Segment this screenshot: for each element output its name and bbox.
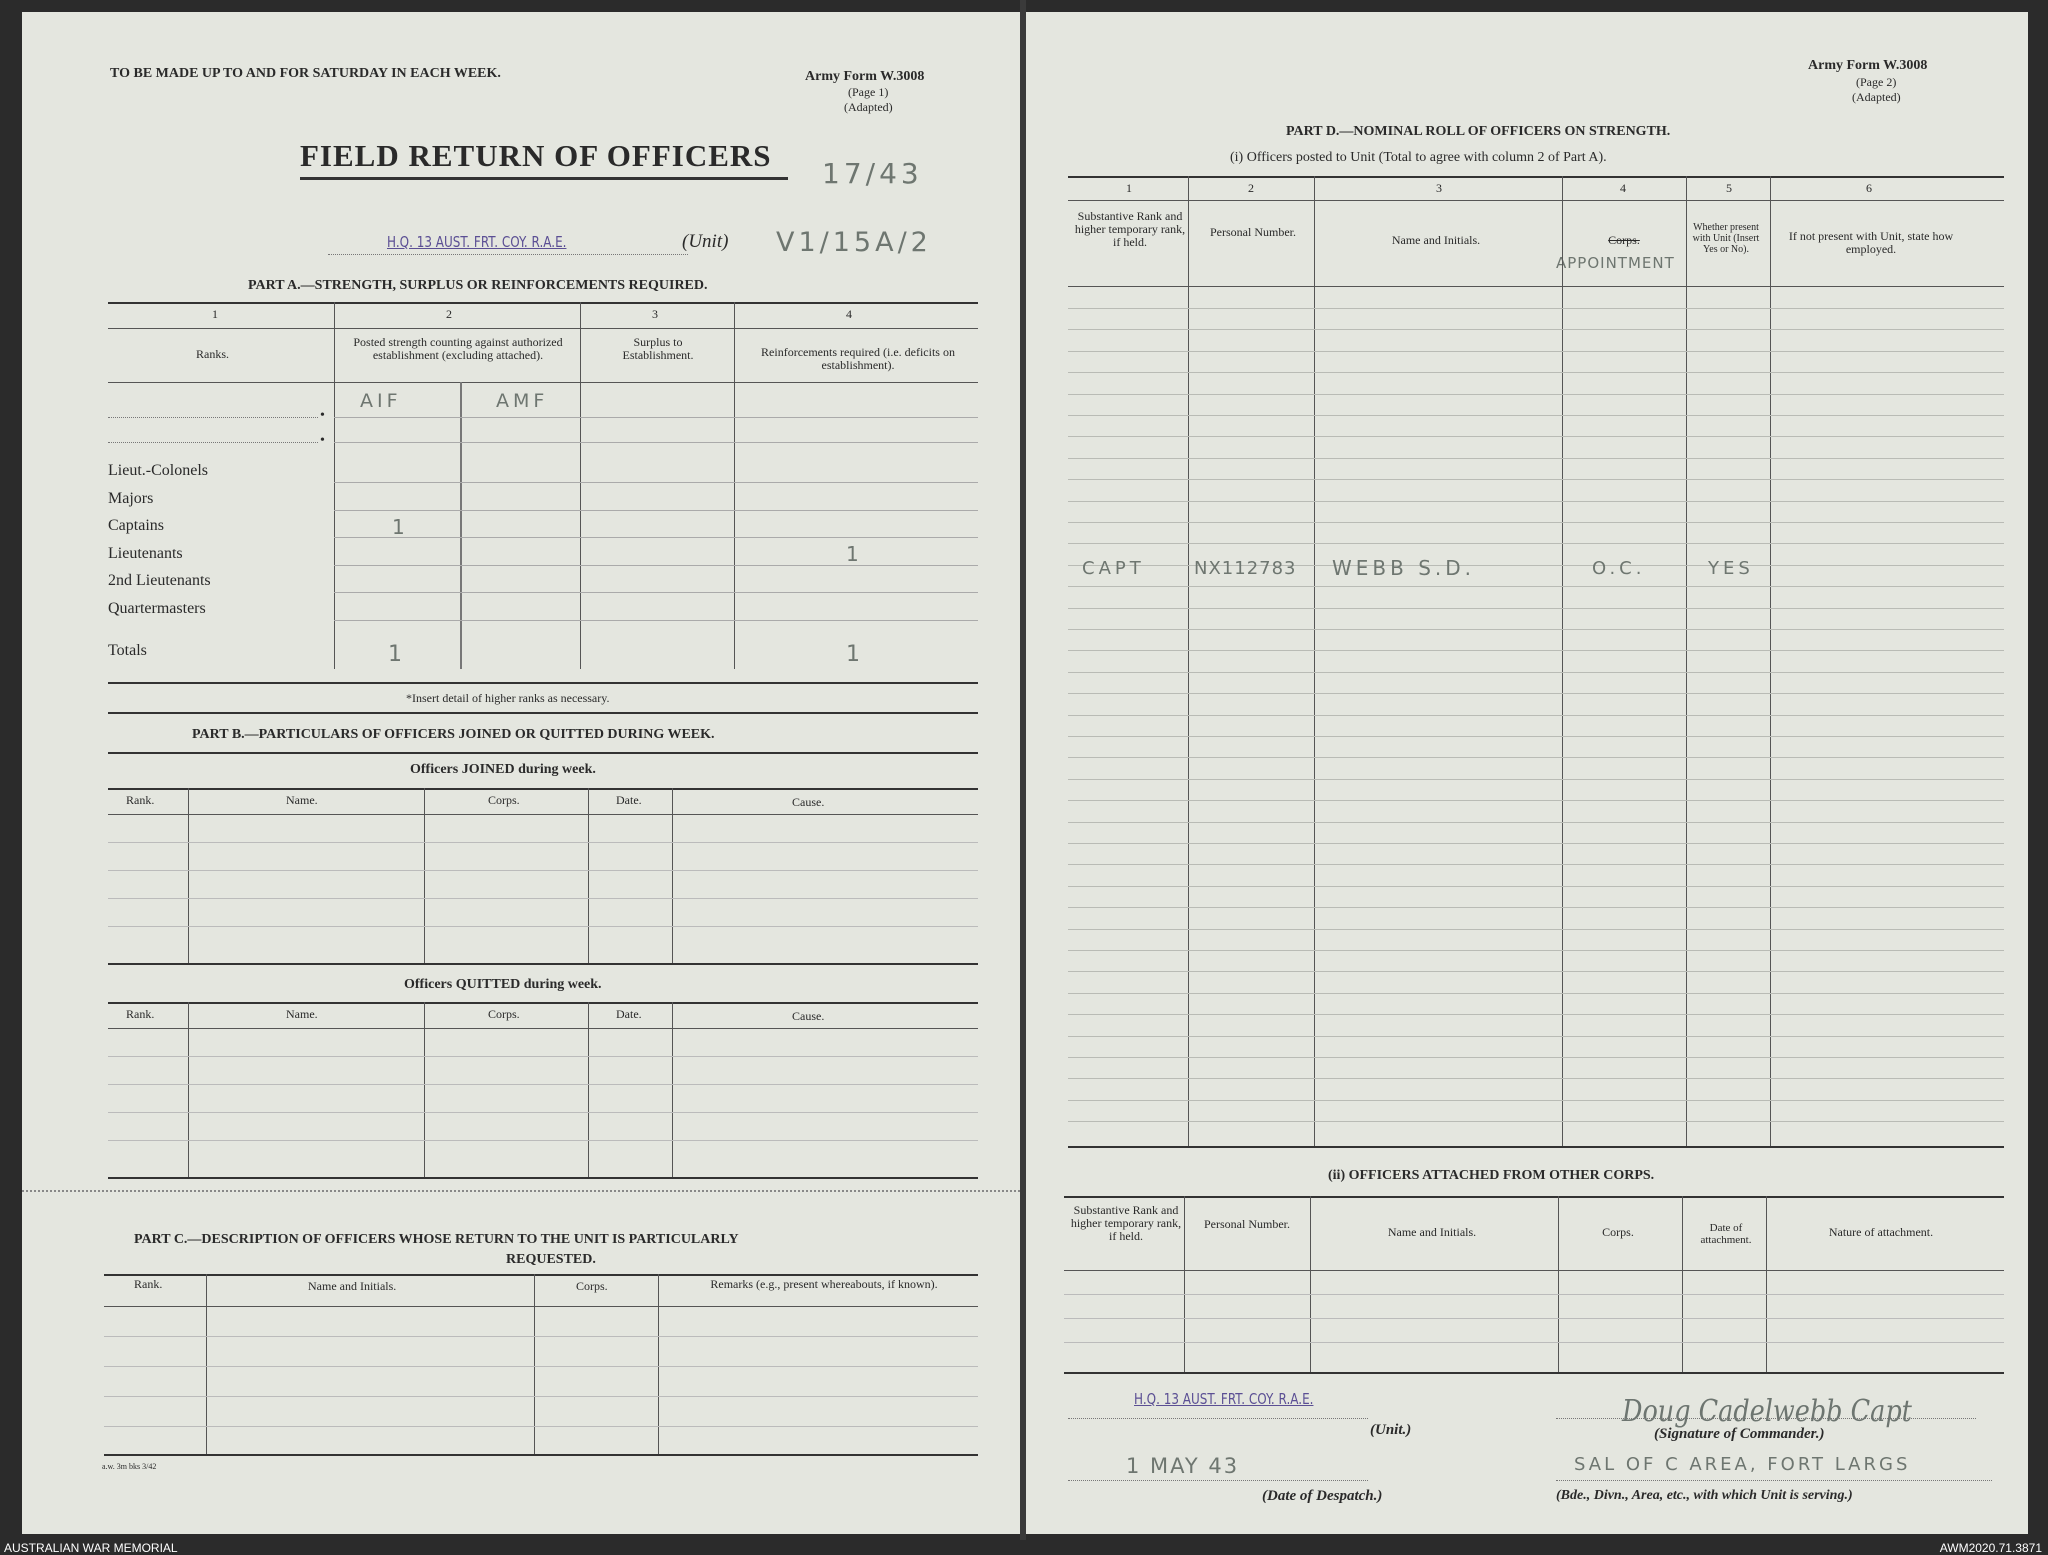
- ruled-line: [1068, 479, 2004, 480]
- ruled-line: [1068, 501, 2004, 502]
- col4-header: Reinforcements required (i.e. deficits on establishment).: [761, 345, 955, 372]
- signature-label: (Signature of Commander.): [1654, 1426, 1825, 1442]
- d-col4-header: Corps.: [1608, 233, 1640, 247]
- serving-area-label: (Bde., Divn., Area, etc., with which Unit is serving.): [1556, 1488, 1853, 1503]
- part-c-col-remarks: Remarks (e.g., present whereabouts, if known).: [710, 1277, 938, 1291]
- ruled-line: [1068, 993, 2004, 994]
- quitted-col-corps: Corps.: [488, 1007, 520, 1021]
- part-d-subheading: (i) Officers posted to Unit (Total to agree with column 2 of Part A).: [1230, 150, 1607, 165]
- entry-present: YES: [1708, 558, 1754, 579]
- ruled-line: [1068, 394, 2004, 395]
- ruled-line: [1068, 822, 2004, 823]
- quitted-col-name: Name.: [286, 1007, 318, 1021]
- ii-col3-header: Name and Initials.: [1387, 1225, 1477, 1239]
- d-col6-header: If not present with Unit, state how employed.: [1788, 229, 1954, 256]
- rank-captains: Captains: [108, 517, 164, 535]
- ruled-line: [1068, 929, 2004, 930]
- d-col-num-2: 2: [1248, 181, 1254, 195]
- ruled-line: [1068, 1014, 2004, 1015]
- ruled-line: [1068, 1121, 2004, 1122]
- totals-reinforcement-value: 1: [846, 642, 864, 667]
- quitted-col-rank: Rank.: [126, 1007, 155, 1021]
- ruled-line: [1068, 693, 2004, 694]
- part-d-heading: PART D.—NOMINAL ROLL OF OFFICERS ON STRENGTH.: [1286, 124, 1671, 139]
- part-c-heading-2: REQUESTED.: [506, 1252, 596, 1267]
- part-a-heading: PART A.—STRENGTH, SURPLUS OR REINFORCEMENTS REQUIRED.: [248, 278, 708, 293]
- ruled-line: [1068, 672, 2004, 673]
- ii-col1-header: Substantive Rank and higher temporary rank, if held.: [1070, 1203, 1182, 1243]
- entry-name: WEBB S.D.: [1332, 556, 1476, 580]
- quitted-col-cause: Cause.: [792, 1009, 825, 1023]
- quitted-col-date: Date.: [616, 1007, 642, 1021]
- ruled-line: [1068, 586, 2004, 587]
- despatch-date-label: (Date of Despatch.): [1262, 1488, 1383, 1504]
- col2-header: Posted strength counting against authorized establishment (excluding attached).: [353, 335, 563, 362]
- lieutenants-reinforcement-value: 1: [846, 542, 863, 566]
- joined-col-corps: Corps.: [488, 793, 520, 807]
- entry-personal-number: NX112783: [1194, 558, 1297, 579]
- caption-right: AWM2020.71.3871: [1939, 1541, 2042, 1555]
- joined-col-cause: Cause.: [792, 795, 825, 809]
- part-c-heading-1: PART C.—DESCRIPTION OF OFFICERS WHOSE RETURN TO THE UNIT IS PARTICULARLY: [134, 1232, 739, 1247]
- rank-quartermasters: Quartermasters: [108, 599, 206, 617]
- ruled-line: [1068, 779, 2004, 780]
- col1-header: Ranks.: [196, 347, 229, 361]
- d-col-num-1: 1: [1126, 181, 1132, 195]
- joined-heading: Officers JOINED during week.: [410, 762, 596, 777]
- ruled-line: [1068, 372, 2004, 373]
- form-adapted-right: (Adapted): [1852, 90, 1901, 104]
- joined-col-date: Date.: [616, 793, 642, 807]
- captains-aif-value: 1: [392, 515, 409, 539]
- ruled-line: [1068, 436, 2004, 437]
- left-page: TO BE MADE UP TO AND FOR SATURDAY IN EACH WEEK. Army Form W.3008 (Page 1) (Adapted) FIELD RETURN OF OFFICERS 17/43 H.Q. 13 AUST. FRT. COY. R.A.E. (Unit) V1/15A/2 PART A.—STRENGTH, SURPLUS OR REINFORCEMENTS REQUIRED. 1 2 3 4 Ranks. Posted strength counting against authorized establishment (excluding attached). Surplus to Establishment. Reinforcements required (i.e. deficits on establishment). AIF AMF • • Lieut.-Colonels Majors Captains Lieutenants 2nd Lieutenants Quartermasters 1 1 Totals 1 1 *Insert detail of higher ranks as necessary. PART B.—PARTICULARS OF OFFICERS JOINED OR QUITTED DURING WEEK. Officers JOINED during week. Rank. Name. Corps. Date. Cause. Officers QUITTED during week. Rank. Name. Corps. Date. Cause. PART C.—DESCRIPTION OF OFFICERS WHOSE RETURN TO THE UNIT IS PARTICULARLY REQUESTED. Rank. Name and Initials. Corps. Remarks (e.g., present whereabouts, if known). a.w. 3m bks 3/42: [22, 12, 1020, 1534]
- sub-header-amf: AMF: [496, 390, 549, 412]
- d-col1-header: Substantive Rank and higher temporary rank, if held.: [1074, 209, 1186, 249]
- d-col-num-3: 3: [1436, 181, 1442, 195]
- ruled-line: [1068, 608, 2004, 609]
- ruled-line: [1068, 629, 2004, 630]
- ruled-line: [1068, 907, 2004, 908]
- unit-stamp-right: H.Q. 13 AUST. FRT. COY. R.A.E.: [1134, 1390, 1314, 1408]
- ruled-line: [1068, 351, 2004, 352]
- unit-label: (Unit): [682, 231, 729, 252]
- right-page: [1026, 12, 2028, 1534]
- ii-col2-header: Personal Number.: [1204, 1217, 1290, 1231]
- caption-left: AUSTRALIAN WAR MEMORIAL: [4, 1541, 178, 1555]
- col-num-2: 2: [446, 307, 452, 321]
- sub-header-aif: AIF: [360, 390, 402, 412]
- ruled-line: [1068, 1100, 2004, 1101]
- totals-aif-value: 1: [388, 642, 406, 667]
- ruled-line: [1068, 715, 2004, 716]
- ruled-line: [1068, 415, 2004, 416]
- ruled-line: [1068, 843, 2004, 844]
- ruled-line: [1068, 1057, 2004, 1058]
- handwritten-ref: V1/15A/2: [776, 227, 932, 258]
- ruled-line: [1068, 736, 2004, 737]
- d-col-num-4: 4: [1620, 181, 1626, 195]
- col3-header: Surplus to Establishment.: [622, 335, 694, 362]
- joined-col-rank: Rank.: [126, 793, 155, 807]
- joined-col-name: Name.: [286, 793, 318, 807]
- ruled-line: [1068, 329, 2004, 330]
- ruled-line: [1068, 1036, 2004, 1037]
- part-a-footnote: *Insert detail of higher ranks as necessary.: [406, 691, 610, 705]
- ruled-line: [1068, 886, 2004, 887]
- d-col-num-6: 6: [1866, 181, 1872, 195]
- despatch-date: 1 MAY 43: [1126, 1454, 1240, 1478]
- ruled-line: [1068, 950, 2004, 951]
- ranks-list: [108, 457, 211, 623]
- form-number: Army Form W.3008: [805, 69, 925, 84]
- ruled-line: [1068, 522, 2004, 523]
- ii-col6-header: Nature of attachment.: [1828, 1225, 1934, 1239]
- part-c-col-rank: Rank.: [134, 1277, 163, 1291]
- ruled-line: [1068, 543, 2004, 544]
- unit-stamp: H.Q. 13 AUST. FRT. COY. R.A.E.: [387, 233, 567, 251]
- d-col2-header: Personal Number.: [1210, 225, 1296, 239]
- d-col-num-5: 5: [1726, 181, 1732, 195]
- ruled-line: [1068, 650, 2004, 651]
- col-num-3: 3: [652, 307, 658, 321]
- form-page: (Page 1): [848, 85, 889, 99]
- totals-label: Totals: [108, 642, 147, 659]
- part-ii-heading: (ii) OFFICERS ATTACHED FROM OTHER CORPS.: [1328, 1168, 1655, 1183]
- d-col3-header: Name and Initials.: [1391, 233, 1481, 247]
- ruled-line: [1068, 864, 2004, 865]
- form-page-right: (Page 2): [1856, 75, 1897, 89]
- col-num-4: 4: [846, 307, 852, 321]
- part-c-col-name: Name and Initials.: [308, 1279, 397, 1293]
- form-title: FIELD RETURN OF OFFICERS: [300, 138, 772, 173]
- part-c-col-corps: Corps.: [576, 1279, 608, 1293]
- handwritten-number: 17/43: [822, 157, 923, 190]
- ii-col4-header: Corps.: [1602, 1225, 1634, 1239]
- print-code: a.w. 3m bks 3/42: [102, 1462, 157, 1471]
- ruled-line: [1068, 458, 2004, 459]
- unit-label-right: (Unit.): [1370, 1422, 1412, 1438]
- ruled-line: [1068, 800, 2004, 801]
- entry-rank: CAPT: [1082, 558, 1145, 579]
- entry-appointment: O.C.: [1592, 558, 1646, 579]
- form-adapted: (Adapted): [844, 100, 893, 114]
- rank-lieutenants: Lieutenants: [108, 544, 183, 562]
- ruled-line: [1068, 971, 2004, 972]
- rank-2nd-lieutenants: 2nd Lieutenants: [108, 572, 211, 590]
- ruled-line: [1068, 757, 2004, 758]
- col-num-1: 1: [212, 307, 218, 321]
- serving-area: SAL OF C AREA, FORT LARGS: [1574, 1454, 1911, 1475]
- d-col4-handwritten: APPOINTMENT: [1556, 254, 1675, 272]
- commander-signature: Doug Cadelwebb Capt: [1622, 1394, 1912, 1429]
- part-b-heading: PART B.—PARTICULARS OF OFFICERS JOINED OR QUITTED DURING WEEK.: [192, 727, 715, 742]
- rank-majors: Majors: [108, 489, 154, 507]
- ruled-line: [1068, 308, 2004, 309]
- top-note: TO BE MADE UP TO AND FOR SATURDAY IN EACH WEEK.: [110, 66, 501, 81]
- quitted-heading: Officers QUITTED during week.: [404, 977, 602, 992]
- ii-col5-header: Date of attachment.: [1700, 1222, 1752, 1246]
- form-number-right: Army Form W.3008: [1808, 58, 1928, 73]
- ruled-line: [1068, 1078, 2004, 1079]
- rank-lieut-colonels: Lieut.-Colonels: [108, 462, 208, 479]
- binding-gap: [1020, 0, 1026, 1540]
- d-col5-header: Whether present with Unit (Insert Yes or No).: [1692, 222, 1760, 255]
